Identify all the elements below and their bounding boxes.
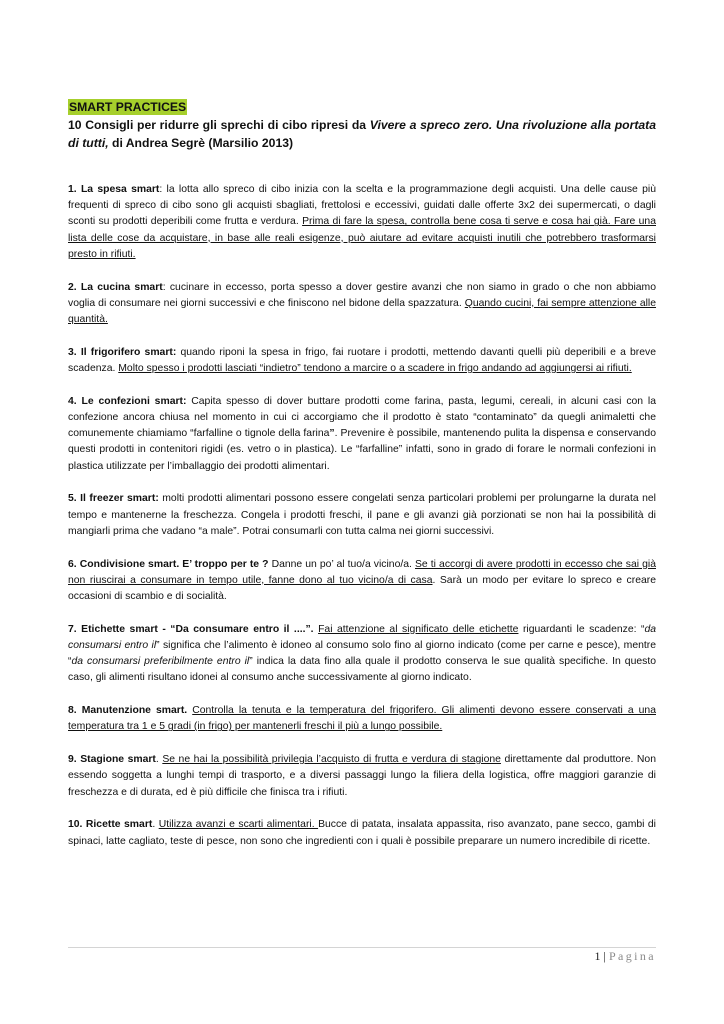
title-prefix: 10 Consigli per ridurre gli sprechi di cibo ripresi da (68, 118, 370, 132)
page-footer (595, 949, 656, 964)
tip-2: 2. La cucina smart: cucinare in eccesso, porta spesso a dover gestire avanzi che non siamo in grado o che non abbiamo voglia di consumare nei giorni successivi e che finiscono nel bidone della spazzatura. Quando cucini, fai sempre attenzione alle quantità. (68, 281, 657, 326)
tip-1: 1. La spesa smart: la lotta allo spreco di cibo inizia con la scelta e la programmazione degli acquisti. Una delle cause più frequenti di spreco di cibo sono gli acquisti sbagliati, frettolosi e eccessivi, guidati dalle offerte 3x2 dei supermercati, o dagli sconti su prodotti deperibili come frutta e verdura. Prima di fare la spesa, controlla bene cosa ti serve e cosa hai già. Fare una lista delle cose da acquistare, in base alle reali esigenze, può aiutare ad evitare acquisti inutili che potrebbero trasformarsi presto in rifiuti. (68, 184, 656, 260)
tip-8: 8. Manutenzione smart. Controlla la tenuta e la temperatura del frigorifero. Gli alimenti devono essere conservati a una temperatura tra 1 e 5 gradi (in frigo) per mantenerli freschi il più a lungo possibile. (68, 705, 656, 733)
page-label: Pagina (608, 949, 656, 963)
heading (68, 98, 656, 116)
footer-separator: | (600, 949, 609, 963)
tip-5: 5. Il freezer smart: molti prodotti alimentari possono essere congelati senza particolari problemi per prolungarne la durata nel tempo e mantenerne la freschezza. Congela i prodotti freschi, il pane e gli avanzi già porzionati se non hai la possibilità di mangiarli prima che vadano “a male”. Potrai consumarli con tutta calma nei giorni successivi. (68, 493, 656, 537)
tip-3: 3. Il frigorifero smart: quando riponi la spesa in frigo, fai ruotare i prodotti, mettendo davanti quelli più deperibili e a breve scadenza. Molto spesso i prodotti lasciati “indietro” tendono a marcire o a scadere in frigo andando ad aggiungersi ai rifiuti. (68, 346, 656, 375)
page-number: 1 (594, 949, 601, 963)
title-author: di Andrea Segrè (Marsilio 2013) (108, 136, 294, 150)
footer-divider (68, 947, 656, 948)
tip-7: 7. Etichette smart - “Da consumare entro il ....”. Fai attenzione al significato delle etichette riguardanti le scadenze: “da consumarsi entro il” significa che l’alimento è idoneo al consumo solo fino al giorno indicato (come per carne e pesce), mentre “da consumarsi preferibilmente entro il” indica la data fino alla quale il prodotto conserva le sue qualità specifiche. In questo caso, gli alimenti risultano idonei al consumo anche successivamente al giorno indicato. (68, 623, 657, 684)
tip-4: 4. Le confezioni smart: Capita spesso di dover buttare prodotti come farina, pasta, legumi, cereali, in alcuni casi con la confezione ancora chiusa nel momento in cui ci accorgiamo che il prodotto è stato “contaminato” da quegli animaletti che comunemente chiamiamo “farfalline o tignole della farina”. Prevenire è possibile, mantenendo pulita la dispensa e conservando questi prodotti in contenitori rigidi (es. vetro o in plastica). Le “farfalline” infatti, sono in grado di forare le normali confezioni in plastica utilizzate per l’imballaggio dei prodotti alimentari. (68, 395, 656, 472)
tip-10: 10. Ricette smart. Utilizza avanzi e scarti alimentari. Bucce di patata, insalata appassita, riso avanzato, pane secco, gambi di spinaci, latte cagliato, teste di pesce, non sono che ingredienti con i quali è possibile preparare un numero incredibile di ricette. (68, 819, 656, 847)
title-book: Vivere a spreco zero. Una rivoluzione alla portata di tutti, (68, 118, 656, 150)
tip-9: 9. Stagione smart. Se ne hai la possibilità privilegia l’acquisto di frutta e verdura di stagione direttamente dal produttore. Non essendo soggetta a lunghi tempi di trasporto, e a diversi passaggi lungo la filiera della logistica, offre maggiori garanzie di freschezza e di durata, ed è più difficile che finisca tra i rifiuti. (68, 754, 656, 798)
tip-6: 6. Condivisione smart. E’ troppo per te ? Danne un po’ al tuo/a vicino/a. Se ti accorgi di avere prodotti in eccesso che sai già non riuscirai a consumare in tempo utile, fanne dono al tuo vicino/a di casa. Sarà un modo per evitare lo spreco e creare occasioni di scambio e di socialità. (68, 558, 656, 603)
document-body (68, 98, 656, 866)
heading-highlight: SMART PRACTICES (69, 100, 187, 114)
document-title (68, 116, 656, 152)
